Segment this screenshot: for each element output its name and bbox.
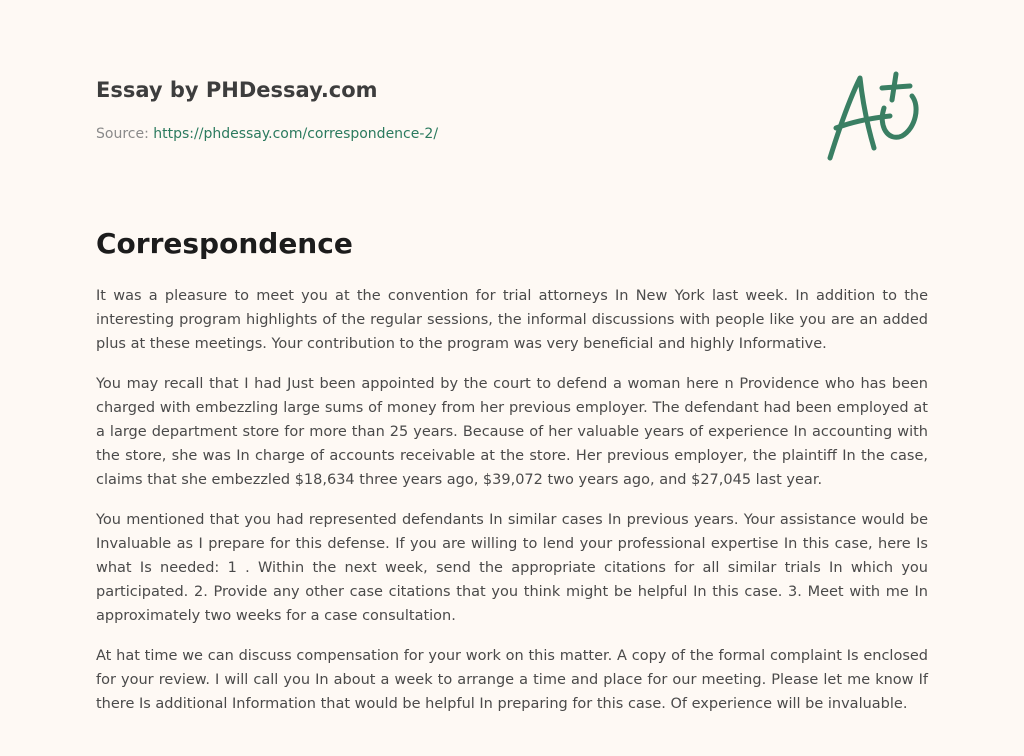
site-title: Essay by PHDessay.com xyxy=(96,78,378,102)
essay-paragraph: You mentioned that you had represented defendants In similar cases In previous years. Your assistance would be Invaluable as I prepare for this defense. If you are willing to lend your professional expertise In this case, here Is what Is needed: 1 . Within the next week, send the appropriate citations for all similar trials In which you participated. 2. Provide any other case citations that you think might be helpful In this case. 3. Meet with me In approximately two weeks for a case consultation. xyxy=(96,512,928,624)
source-line xyxy=(96,124,696,144)
essay-paragraph: At hat time we can discuss compensation for your work on this matter. A copy of the formal complaint Is enclosed for your review. I will call you In about a week to arrange a time and place for our meeting. Please let me know If there Is additional Information that would be helpful In preparing for this case. Of experience will be invaluable. xyxy=(96,648,928,712)
essay-title: Correspondence xyxy=(96,227,353,260)
a-plus-grade-icon xyxy=(822,66,930,166)
source-label: Source: xyxy=(96,126,149,142)
essay-paragraph: You may recall that I had Just been appointed by the court to defend a woman here n Providence who has been charged with embezzling large sums of money from her previous employer. The defendant had been employed at a large department store for more than 25 years. Because of her valuable years of experience In accounting with the store, she was In charge of accounts receivable at the store. Her previous employer, the plaintiff In the case, claims that she embezzled $18,634 three years ago, $39,072 two years ago, and $27,045 last year. xyxy=(96,376,928,488)
essay-paragraph: It was a pleasure to meet you at the convention for trial attorneys In New York last week. In addition to the interesting program highlights of the regular sessions, the informal discussions with people like you are an added plus at these meetings. Your contribution to the program was very beneficial and highly Informative. xyxy=(96,288,928,352)
essay-header xyxy=(96,76,696,144)
essay-body xyxy=(96,284,928,732)
source-link[interactable]: https://phdessay.com/correspondence-2/ xyxy=(153,126,439,142)
